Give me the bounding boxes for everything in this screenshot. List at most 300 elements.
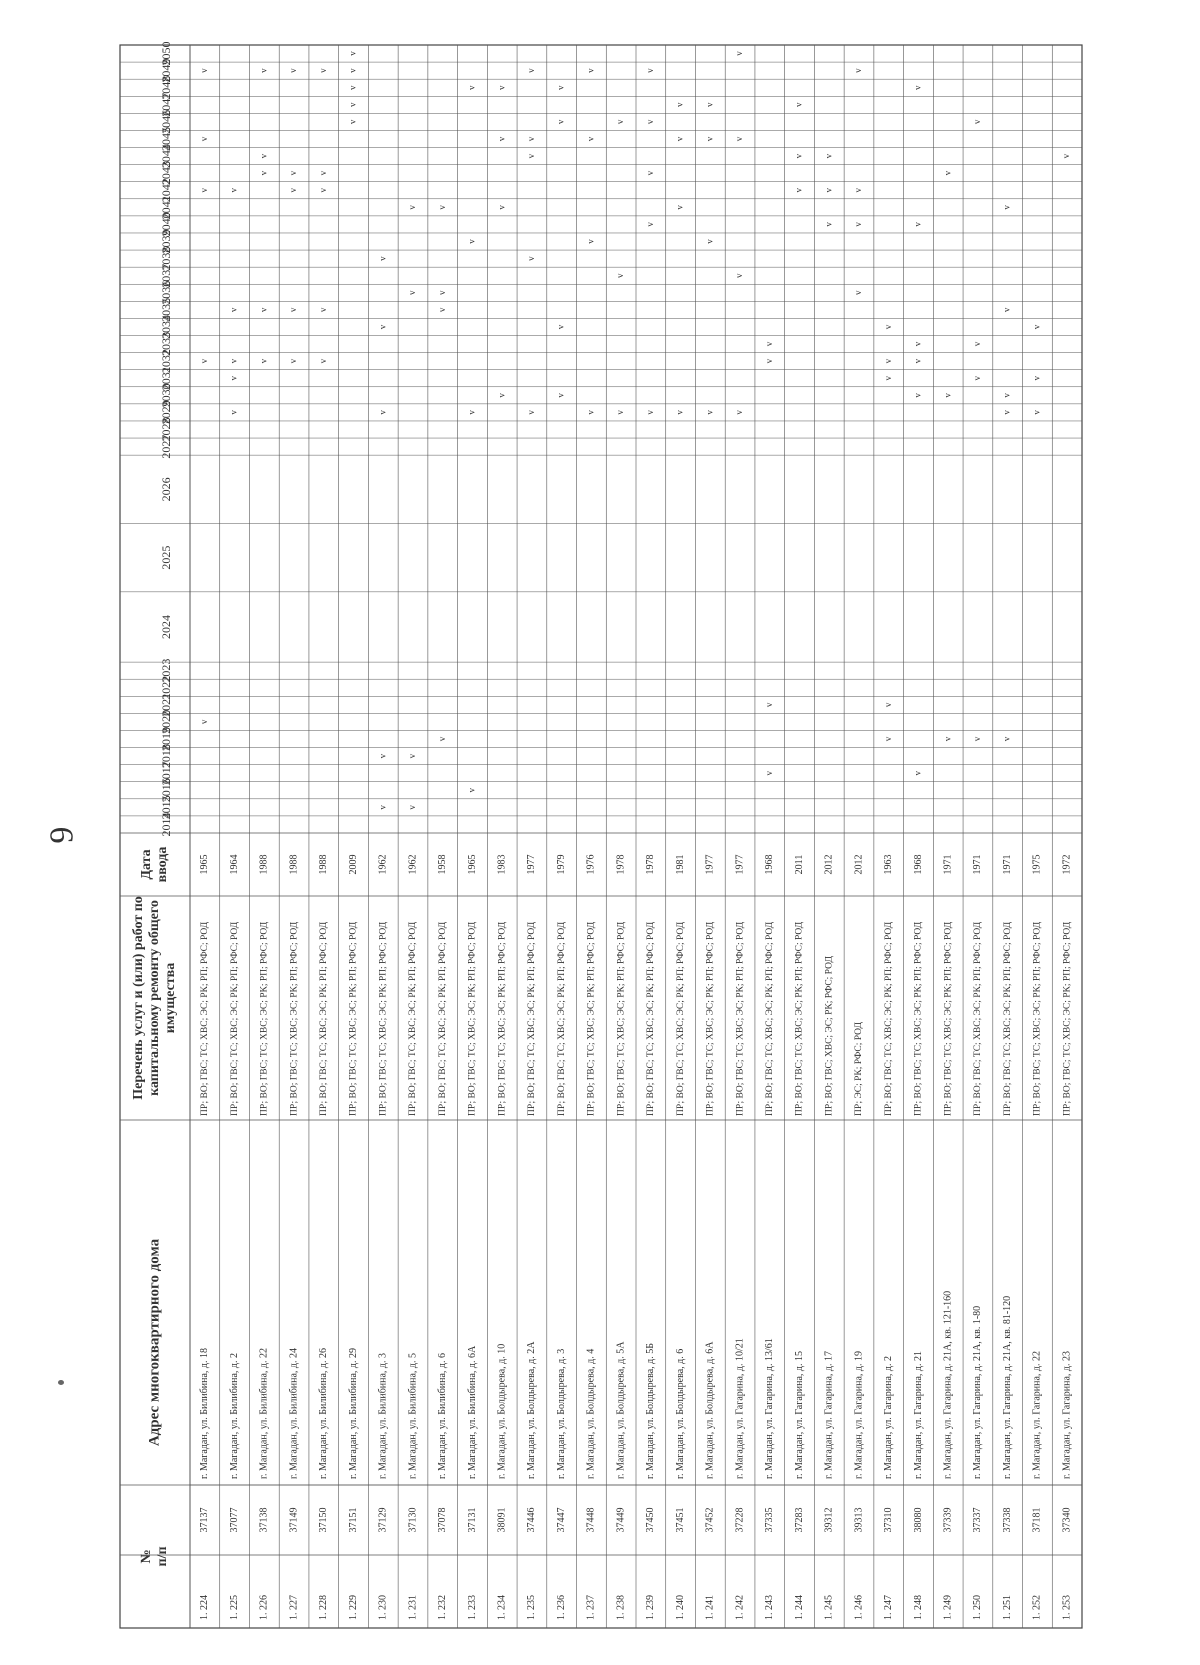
year-mark: v — [555, 119, 566, 125]
year-mark: v — [912, 341, 923, 347]
row-date: 1965 — [466, 854, 478, 875]
row-number: 1. 247 — [883, 1595, 895, 1620]
year-mark: v — [763, 358, 774, 364]
year-mark: v — [525, 410, 536, 415]
row-code: 37451 — [674, 1507, 686, 1533]
row-number: 1. 244 — [793, 1595, 805, 1620]
year-mark: v — [555, 393, 566, 398]
header-year: 2014 — [158, 812, 173, 837]
year-mark: v — [644, 222, 655, 227]
year-mark: v — [823, 188, 834, 193]
header-year: 2019 — [158, 727, 173, 752]
year-mark: v — [555, 85, 566, 90]
row-number: 1. 239 — [645, 1595, 657, 1620]
row-code: 37448 — [585, 1507, 597, 1533]
year-mark: v — [407, 805, 418, 810]
year-mark: v — [258, 170, 269, 176]
row-works: ПР; ВО; ГВС; ТС; ХВС; ЭС; РК; РП; РФС; РОД — [913, 921, 924, 1116]
year-mark: v — [555, 324, 566, 330]
row-address: г. Магадан, ул. Болдырева, д. 5Б — [645, 1343, 657, 1479]
year-mark: v — [198, 358, 209, 364]
year-mark: v — [377, 805, 388, 810]
year-mark: v — [466, 85, 477, 90]
header-year: 2044 — [158, 144, 173, 169]
header-year: 2037 — [158, 263, 173, 288]
row-works: ПР; ВО; ГВС; ТС; ХВС; ЭС; РК; РП; РФС; РОД — [437, 921, 448, 1116]
row-number: 1. 232 — [437, 1595, 449, 1620]
header-year: 2022 — [158, 675, 173, 700]
row-works: ПР; ВО; ГВС; ТС; ХВС; ЭС; РК; РП; РФС; РОД — [764, 921, 775, 1116]
year-mark: v — [436, 290, 447, 296]
header-year: 2020 — [158, 709, 173, 734]
row-date: 1979 — [555, 854, 567, 875]
row-address: г. Магадан, ул. Гагарина, д. 2 — [883, 1355, 895, 1479]
year-mark: v — [704, 239, 715, 244]
year-mark: v — [1001, 736, 1012, 742]
year-mark: v — [228, 410, 239, 415]
year-mark: v — [971, 341, 982, 347]
header-year: 2015 — [158, 795, 173, 820]
row-works: ПР; ВО; ГВС; ТС; ХВС; ЭС; РК; РП; РФС; РОД — [1062, 921, 1073, 1116]
year-mark: v — [644, 68, 655, 73]
row-number: 1. 252 — [1031, 1595, 1043, 1620]
year-mark: v — [912, 85, 923, 90]
header-year: 2042 — [158, 178, 173, 203]
row-works: ПР; ВО; ГВС; ТС; ХВС; ЭС; РК; РП; РФС; РОД — [200, 921, 211, 1116]
row-works: ПР; ВО; ГВС; ТС; ХВС; ЭС; РК; РП; РФС; РОД — [348, 921, 359, 1116]
row-number: 1. 233 — [466, 1595, 478, 1620]
row-works: ПР; ВО; ГВС; ТС; ХВС; ЭС; РК; РП; РФС; РОД — [1032, 921, 1043, 1116]
year-mark: v — [288, 170, 299, 176]
row-date: 2011 — [793, 854, 805, 875]
header-year: 2038 — [158, 246, 173, 271]
year-mark: v — [674, 102, 685, 108]
row-date: 1977 — [734, 854, 746, 875]
year-mark: v — [347, 51, 358, 56]
year-mark: v — [1001, 307, 1012, 313]
row-works: ПР; ВО; ГВС; ТС; ХВС; ЭС; РК; РП; РФС; РОД — [467, 921, 478, 1116]
row-number: 1. 241 — [704, 1595, 716, 1620]
year-mark: v — [317, 170, 328, 176]
row-works: ПР; ВО; ГВС; ТС; ХВС; ЭС; РК; РП; РФС; РОД — [646, 921, 657, 1116]
row-code: 37151 — [347, 1507, 359, 1533]
header-year: 2027 — [158, 434, 173, 459]
row-number: 1. 226 — [258, 1595, 270, 1620]
year-mark: v — [525, 68, 536, 73]
year-mark: v — [1001, 205, 1012, 210]
row-address: г. Магадан, ул. Гагарина, д. 10/21 — [734, 1338, 746, 1479]
year-mark: v — [407, 753, 418, 759]
row-address: г. Магадан, ул. Билибина, д. 24 — [288, 1347, 300, 1479]
year-mark: v — [793, 102, 804, 108]
year-mark: v — [525, 153, 536, 159]
year-mark: v — [466, 788, 477, 793]
row-date: 2012 — [823, 854, 835, 875]
row-code: 37338 — [1001, 1507, 1013, 1533]
row-number: 1. 228 — [318, 1595, 330, 1620]
row-code: 37446 — [526, 1507, 538, 1533]
row-code: 38091 — [496, 1507, 508, 1533]
year-mark: v — [317, 358, 328, 364]
row-works: ПР; ВО; ГВС; ТС; ХВС; ЭС; РК; РП; РФС; РОД — [794, 921, 805, 1116]
header-year: 2050 — [158, 41, 173, 66]
row-code: 37310 — [883, 1507, 895, 1533]
year-mark: v — [198, 68, 209, 73]
row-code: 37337 — [972, 1507, 984, 1533]
row-code: 37181 — [1031, 1507, 1043, 1533]
year-mark: v — [1001, 393, 1012, 398]
year-mark: v — [853, 290, 864, 296]
row-number: 1. 249 — [942, 1595, 954, 1620]
year-mark: v — [585, 136, 596, 142]
row-address: г. Магадан, ул. Болдырева, д. 6 — [674, 1348, 686, 1479]
year-mark: v — [644, 410, 655, 415]
row-code: 37077 — [228, 1507, 240, 1533]
year-mark: v — [198, 719, 209, 725]
row-date: 1975 — [1031, 854, 1043, 875]
row-date: 1971 — [1001, 854, 1013, 875]
year-mark: v — [853, 188, 864, 193]
year-mark: v — [704, 136, 715, 142]
year-mark: v — [288, 358, 299, 364]
row-address: г. Магадан, ул. Билибина, д. 6 — [437, 1352, 449, 1479]
year-mark: v — [1001, 410, 1012, 415]
row-date: 1977 — [526, 854, 538, 875]
row-code: 37137 — [199, 1507, 211, 1533]
year-mark: v — [971, 736, 982, 742]
row-code: 39312 — [823, 1507, 835, 1533]
row-works: ПР; ВО; ГВС; ТС; ХВС; ЭС; РК; РП; РФС; РОД — [527, 921, 538, 1116]
year-mark: v — [198, 136, 209, 142]
row-date: 1965 — [199, 854, 211, 875]
year-mark: v — [317, 68, 328, 73]
year-mark: v — [1031, 410, 1042, 415]
row-number: 1. 246 — [853, 1595, 865, 1620]
year-mark: v — [912, 393, 923, 398]
year-mark: v — [347, 85, 358, 90]
year-mark: v — [1031, 375, 1042, 381]
year-mark: v — [704, 102, 715, 108]
row-code: 37129 — [377, 1507, 389, 1533]
row-address: г. Магадан, ул. Гагарина, д. 21А, кв. 1-80 — [972, 1305, 984, 1479]
header-year: 2033 — [158, 332, 173, 357]
row-works: ПР; ВО; ГВС; ТС; ХВС; ЭС; РК; РП; РФС; РОД — [408, 921, 419, 1116]
year-mark: v — [317, 307, 328, 313]
year-mark: v — [674, 205, 685, 210]
row-code: 37131 — [466, 1507, 478, 1533]
row-works: ПР; ВО; ГВС; ТС; ХВС; ЭС; РК; РП; РФС; РОД — [556, 921, 567, 1116]
header-year: 2021 — [158, 692, 173, 717]
header-year: 2041 — [158, 195, 173, 220]
row-code: 37450 — [645, 1507, 657, 1533]
year-mark: v — [228, 188, 239, 193]
row-date: 1971 — [942, 854, 954, 875]
row-address: г. Магадан, ул. Билибина, д. 2 — [228, 1352, 240, 1479]
row-works: ПР; ВО; ГВС; ТС; ХВС; ЭС; РК; РП; РФС; РОД — [616, 921, 627, 1116]
year-mark: v — [377, 753, 388, 759]
row-address: г. Магадан, ул. Билибина, д. 26 — [318, 1347, 330, 1479]
row-number: 1. 238 — [615, 1595, 627, 1620]
year-mark: v — [912, 222, 923, 227]
year-mark: v — [496, 85, 507, 90]
row-code: 37138 — [258, 1507, 270, 1533]
row-date: 1968 — [764, 854, 776, 875]
row-works: ПР; ВО; ГВС; ХВС; ЭС; РК; РФС; РОД — [824, 956, 835, 1116]
year-mark: v — [436, 736, 447, 742]
year-mark: v — [228, 375, 239, 381]
row-code: 39313 — [853, 1507, 865, 1533]
header-num: №п/п — [139, 1546, 171, 1567]
row-date: 1976 — [585, 854, 597, 875]
row-date: 1958 — [437, 854, 449, 875]
row-date: 1983 — [496, 854, 508, 875]
year-mark: v — [1031, 324, 1042, 330]
header-year: 2031 — [158, 366, 173, 391]
row-code: 37339 — [942, 1507, 954, 1533]
year-mark: v — [882, 358, 893, 364]
header-year: 2028 — [158, 417, 173, 442]
header-year: 2039 — [158, 229, 173, 254]
year-mark: v — [525, 256, 536, 261]
year-mark: v — [734, 136, 745, 142]
year-mark: v — [288, 307, 299, 313]
row-address: г. Магадан, ул. Гагарина, д. 13/61 — [764, 1338, 776, 1479]
row-works: ПР; ВО; ГВС; ТС; ХВС; ЭС; РК; РП; РФС; РОД — [586, 921, 597, 1116]
year-mark: v — [793, 153, 804, 159]
row-date: 1988 — [288, 854, 300, 875]
year-mark: v — [288, 188, 299, 193]
row-number: 1. 248 — [912, 1595, 924, 1620]
row-works: ПР; ВО; ГВС; ТС; ХВС; ЭС; РК; РП; РФС; РОД — [289, 921, 300, 1116]
row-code: 37130 — [407, 1507, 419, 1533]
row-address: г. Магадан, ул. Билибина, д. 18 — [199, 1347, 211, 1479]
header-year: 2036 — [158, 280, 173, 305]
year-mark: v — [347, 102, 358, 108]
row-code: 37449 — [615, 1507, 627, 1533]
year-mark: v — [317, 188, 328, 193]
row-address: г. Магадан, ул. Болдырева, д. 10 — [496, 1343, 508, 1479]
header-year: 2049 — [158, 58, 173, 83]
row-date: 1977 — [704, 854, 716, 875]
year-mark: v — [644, 119, 655, 125]
header-year: 2046 — [158, 109, 173, 134]
year-mark: v — [228, 307, 239, 313]
year-mark: v — [734, 410, 745, 415]
year-mark: v — [912, 770, 923, 776]
year-mark: v — [942, 736, 953, 742]
header-year: 2026 — [158, 477, 173, 502]
year-mark: v — [585, 410, 596, 415]
row-date: 1962 — [407, 854, 419, 875]
row-code: 37149 — [288, 1507, 300, 1533]
year-mark: v — [734, 273, 745, 278]
row-code: 37283 — [793, 1507, 805, 1533]
year-mark: v — [585, 239, 596, 244]
row-works: ПР; ВО; ГВС; ТС; ХВС; ЭС; РК; РП; РФС; РОД — [497, 921, 508, 1116]
row-address: г. Магадан, ул. Гагарина, д. 21 — [912, 1350, 924, 1479]
year-mark: v — [644, 170, 655, 176]
year-mark: v — [763, 702, 774, 708]
row-number: 1. 242 — [734, 1595, 746, 1620]
year-mark: v — [436, 307, 447, 313]
year-mark: v — [258, 153, 269, 159]
year-mark: v — [793, 188, 804, 193]
row-works: ПР; ВО; ГВС; ТС; ХВС; ЭС; РК; РП; РФС; РОД — [229, 921, 240, 1116]
row-works: ПР; ВО; ГВС; ТС; ХВС; ЭС; РК; РП; РФС; РОД — [735, 921, 746, 1116]
year-mark: v — [882, 702, 893, 708]
header-year: 2032 — [158, 349, 173, 374]
row-number: 1. 235 — [526, 1595, 538, 1620]
header-year: 2047 — [158, 92, 173, 117]
row-works: ПР; ВО; ГВС; ТС; ХВС; ЭС; РК; РП; РФС; РОД — [883, 921, 894, 1116]
header-year: 2025 — [158, 545, 173, 570]
row-works: ПР; ВО; ГВС; ТС; ХВС; ЭС; РК; РП; РФС; РОД — [378, 921, 389, 1116]
year-mark: v — [971, 119, 982, 125]
year-mark: v — [525, 136, 536, 142]
year-mark: v — [198, 188, 209, 193]
row-address: г. Магадан, ул. Билибина, д. 3 — [377, 1352, 389, 1479]
year-mark: v — [704, 410, 715, 415]
row-works: ПР; ВО; ГВС; ТС; ХВС; ЭС; РК; РП; РФС; РОД — [259, 921, 270, 1116]
header-year: 2017 — [158, 761, 173, 786]
row-date: 1978 — [645, 854, 657, 875]
year-mark: v — [436, 205, 447, 210]
row-code: 37150 — [318, 1507, 330, 1533]
row-date: 1988 — [258, 854, 270, 875]
year-mark: v — [377, 324, 388, 330]
year-mark: v — [823, 153, 834, 159]
row-number: 1. 229 — [347, 1595, 359, 1620]
row-number: 1. 234 — [496, 1595, 508, 1620]
row-number: 1. 253 — [1061, 1595, 1073, 1620]
row-number: 1. 243 — [764, 1595, 776, 1620]
row-address: г. Магадан, ул. Болдырева, д. 6А — [704, 1341, 716, 1479]
row-address: г. Магадан, ул. Билибина, д. 22 — [258, 1347, 270, 1479]
year-mark: v — [258, 307, 269, 313]
row-address: г. Магадан, ул. Билибина, д. 6А — [466, 1345, 478, 1479]
year-mark: v — [347, 68, 358, 73]
header-year: 2035 — [158, 297, 173, 322]
year-mark: v — [942, 170, 953, 176]
row-address: г. Магадан, ул. Гагарина, д. 21А, кв. 121-160 — [942, 1290, 954, 1479]
year-mark: v — [674, 136, 685, 142]
year-mark: v — [347, 119, 358, 125]
row-code: 37340 — [1061, 1507, 1073, 1533]
row-code: 37447 — [555, 1507, 567, 1533]
year-mark: v — [853, 222, 864, 227]
row-number: 1. 230 — [377, 1595, 389, 1620]
row-address: г. Магадан, ул. Билибина, д. 5 — [407, 1352, 419, 1479]
year-mark: v — [585, 68, 596, 73]
header-year: 2043 — [158, 161, 173, 186]
year-mark: v — [496, 136, 507, 142]
header-year: 2023 — [158, 658, 173, 683]
row-number: 1. 236 — [555, 1595, 567, 1620]
year-mark: v — [228, 358, 239, 364]
header-year: 2030 — [158, 383, 173, 408]
row-number: 1. 231 — [407, 1595, 419, 1620]
year-mark: v — [1061, 153, 1072, 159]
row-address: г. Магадан, ул. Болдырева, д. 2А — [526, 1341, 538, 1479]
header-year: 2034 — [158, 314, 173, 339]
header-year: 2040 — [158, 212, 173, 237]
year-mark: v — [971, 375, 982, 381]
row-address: г. Магадан, ул. Гагарина, д. 23 — [1061, 1350, 1073, 1479]
row-date: 1963 — [883, 854, 895, 875]
row-code: 37335 — [764, 1507, 776, 1533]
year-mark: v — [882, 375, 893, 381]
row-date: 2012 — [853, 854, 865, 875]
row-works: ПР; ВО; ГВС; ТС; ХВС; ЭС; РК; РП; РФС; РОД — [705, 921, 716, 1116]
year-mark: v — [912, 358, 923, 364]
row-works: ПР; ВО; ГВС; ТС; ХВС; ЭС; РК; РП; РФС; РОД — [973, 921, 984, 1116]
row-works: ПР; ЭС; РК; РФС; РОД — [854, 1021, 865, 1116]
row-number: 1. 240 — [674, 1595, 686, 1620]
header-works: Перечень услуг и (или) работ покапитальному ремонту общегоимущества — [131, 896, 179, 1100]
row-number: 1. 227 — [288, 1595, 300, 1620]
year-mark: v — [377, 410, 388, 415]
row-address: г. Магадан, ул. Билибина, д. 29 — [347, 1347, 359, 1479]
row-address: г. Магадан, ул. Гагарина, д. 19 — [853, 1350, 865, 1479]
year-mark: v — [258, 68, 269, 73]
row-number: 1. 224 — [199, 1595, 211, 1620]
row-code: 38080 — [912, 1507, 924, 1533]
year-mark: v — [882, 736, 893, 742]
year-mark: v — [258, 358, 269, 364]
year-mark: v — [763, 770, 774, 776]
row-number: 1. 237 — [585, 1595, 597, 1620]
header-year: 2045 — [158, 126, 173, 151]
row-date: 1968 — [912, 854, 924, 875]
row-date: 1971 — [972, 854, 984, 875]
year-mark: v — [407, 290, 418, 296]
row-works: ПР; ВО; ГВС; ТС; ХВС; ЭС; РК; РП; РФС; РОД — [675, 921, 686, 1116]
year-mark: v — [496, 205, 507, 210]
row-number: 1. 250 — [972, 1595, 984, 1620]
row-works: ПР; ВО; ГВС; ТС; ХВС; ЭС; РК; РП; РФС; РОД — [1002, 921, 1013, 1116]
row-number: 1. 225 — [228, 1595, 240, 1620]
year-mark: v — [853, 68, 864, 73]
row-date: 1962 — [377, 854, 389, 875]
year-mark: v — [823, 222, 834, 227]
year-mark: v — [407, 205, 418, 210]
row-code: 37078 — [437, 1507, 449, 1533]
year-mark: v — [288, 68, 299, 73]
year-mark: v — [496, 393, 507, 398]
row-address: г. Магадан, ул. Гагарина, д. 17 — [823, 1350, 835, 1479]
row-date: 1964 — [228, 854, 240, 875]
row-address: г. Магадан, ул. Болдырева, д. 5А — [615, 1341, 627, 1479]
row-address: г. Магадан, ул. Гагарина, д. 22 — [1031, 1350, 1043, 1479]
year-mark: v — [942, 393, 953, 398]
header-address: Адрес многоквартирного дома — [146, 1238, 163, 1447]
row-address: г. Магадан, ул. Болдырева, д. 3 — [555, 1348, 567, 1479]
year-mark: v — [377, 256, 388, 261]
header-year: 2018 — [158, 744, 173, 769]
header-year: 2048 — [158, 75, 173, 100]
year-mark: v — [615, 119, 626, 125]
row-works: ПР; ВО; ГВС; ТС; ХВС; ЭС; РК; РП; РФС; РОД — [318, 921, 329, 1116]
row-date: 2009 — [347, 854, 359, 875]
row-code: 37228 — [734, 1507, 746, 1533]
header-year: 2029 — [158, 400, 173, 425]
row-address: г. Магадан, ул. Гагарина, д. 21А, кв. 81-120 — [1001, 1295, 1013, 1479]
year-mark: v — [466, 410, 477, 415]
year-mark: v — [763, 341, 774, 347]
header-year: 2016 — [158, 778, 173, 803]
row-date: 1972 — [1061, 854, 1073, 875]
year-mark: v — [466, 239, 477, 244]
